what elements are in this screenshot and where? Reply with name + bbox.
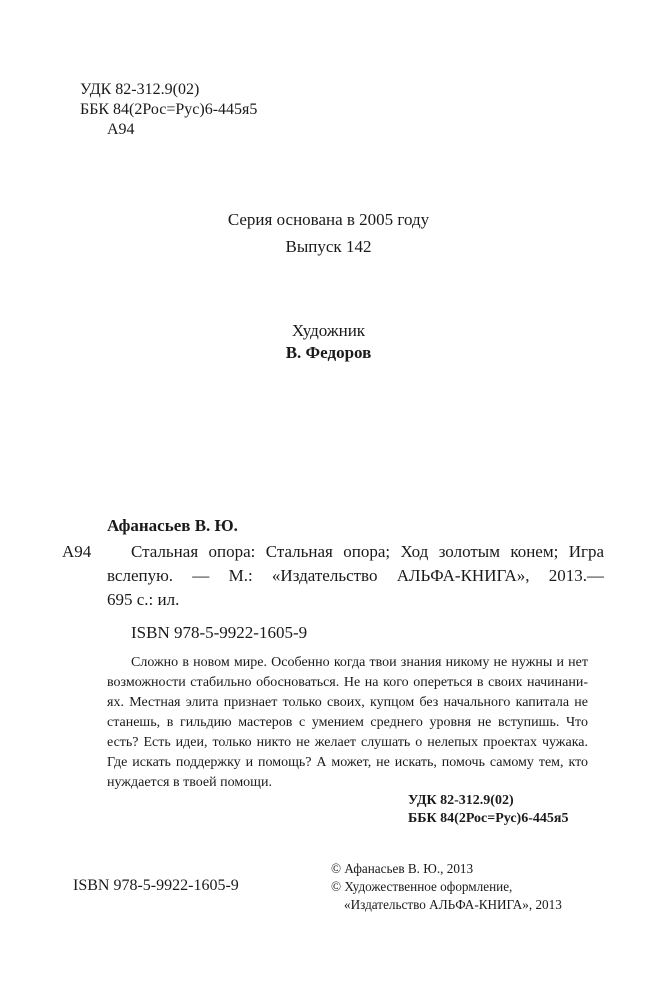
annotation-line: ях. Местная элита признает только своих, купцом без начального капитала не: [107, 695, 588, 710]
copyright-author: © Афанасьев В. Ю., 2013: [331, 861, 474, 876]
bib-line-1: Стальная опора: Стальная опора; Ход золотым конем; Игра: [131, 542, 604, 561]
copyright-design: © Художественное оформление,: [331, 879, 513, 894]
annotation-line: нуждается в твоей помощи.: [107, 775, 272, 790]
header-code: А94: [107, 121, 135, 138]
classification-udk: УДК 82-312.9(02): [408, 793, 514, 808]
artist-name: В. Федоров: [285, 343, 372, 362]
classification-bbk: ББК 84(2Рос=Рус)6-445я5: [408, 811, 569, 826]
annotation-line: Где искать поддержку и помощь? А может, не искать, помочь самому тем, кто: [107, 755, 588, 770]
header-udk: УДК 82-312.9(02): [80, 81, 200, 98]
series-issue: Выпуск 142: [285, 237, 372, 256]
artist-label: Художник: [291, 321, 366, 340]
header-bbk: ББК 84(2Рос=Рус)6-445я5: [80, 101, 258, 118]
footer-isbn: ISBN 978-5-9922-1605-9: [73, 877, 239, 894]
annotation-line: станешь, в гильдию мастеров с умением среднего уровня не вступишь. Что: [107, 715, 588, 730]
bib-line-3: 695 с.: ил.: [107, 590, 180, 609]
bib-author: Афанасьев В. Ю.: [107, 516, 238, 535]
annotation: [107, 653, 588, 793]
annotation-line: возможности стабильно обосноваться. Не на кого опереться в своих начинани-: [107, 675, 588, 690]
series-founded: Серия основана в 2005 году: [227, 210, 430, 229]
bib-line-2: вслепую. — М.: «Издательство АЛЬФА-КНИГА», 2013.—: [107, 566, 604, 585]
copyright-publisher: «Издательство АЛЬФА-КНИГА», 2013: [344, 897, 562, 912]
annotation-line: Сложно в новом мире. Особенно когда твои знания никому не нужны и нет: [131, 655, 588, 670]
bib-isbn: ISBN 978-5-9922-1605-9: [131, 623, 308, 642]
bib-code: А94: [62, 542, 92, 561]
annotation-line: есть? Есть идеи, только никто не желает слушать о нелепых проектах чужака.: [107, 735, 588, 750]
